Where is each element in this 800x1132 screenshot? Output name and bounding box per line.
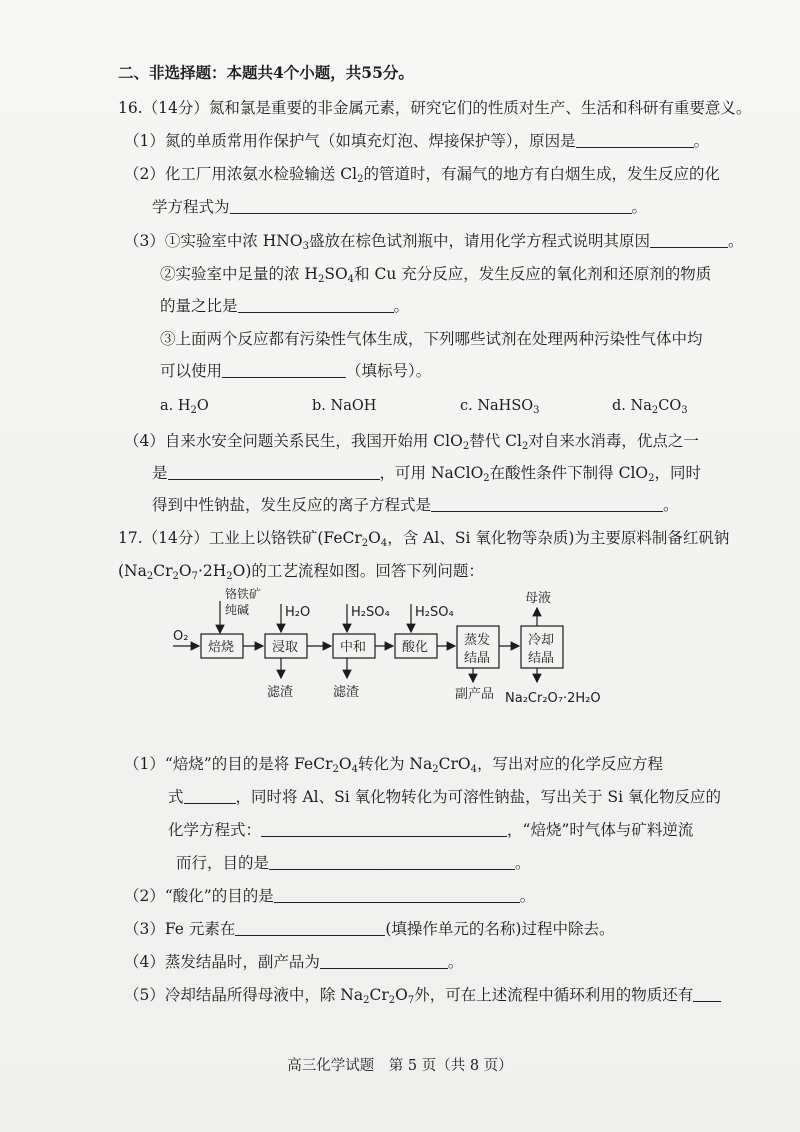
q17-part2: （2）“酸化”的目的是 。 (124, 887, 536, 905)
q17-part1: （1）“焙烧”的目的是将 $FeCr_2O_4$转化为 $Na_2CrO_4$，写出对应的化学反应方程 (124, 755, 663, 775)
q16-option-b: b. NaOH (312, 398, 377, 414)
q17-part3 (124, 918, 614, 940)
feed-label-1: 铬铁矿 (225, 587, 262, 601)
answer-blank[interactable] (576, 131, 694, 148)
q17-part1-text4: CrO (438, 755, 471, 773)
q16-part2-text-a: （2）化工厂用浓氨水检验输送 Cl (124, 165, 358, 183)
q16-part4-text6: 在酸性条件下制得 ClO (489, 464, 649, 482)
byproduct-label: 副产品 (455, 687, 495, 702)
box-roasting-label: 焙烧 (208, 640, 235, 655)
q17-part5-text4: 外，可在上述流程中循环利用的物质还有 (414, 986, 694, 1004)
q17-stem-text4: (Na (118, 562, 147, 580)
q17-part1-text2: O (338, 755, 352, 773)
q16-part3a-text: （3）①实验室中浓 HNO (124, 232, 303, 250)
option-a-text2: O (196, 398, 209, 414)
q17-stem-text1: 17.（14分）工业上以铬铁矿(FeCr (118, 529, 362, 547)
q16-part4-text2: 替代 Cl (469, 432, 522, 450)
page-footer: 高三化学试题 第 5 页（共 8 页） (287, 1058, 513, 1074)
q17-part2-text: （2）“酸化”的目的是 (124, 887, 274, 905)
box-evap-label-2: 结晶 (464, 651, 491, 666)
input-water-label: H₂O (285, 605, 311, 620)
answer-blank[interactable] (238, 296, 394, 313)
q16-part3b-text4: 的量之比是 (160, 297, 238, 315)
q17-part1-cont3: 而行，目的是 。 (176, 854, 531, 872)
o2-label: O₂ (173, 629, 189, 644)
q16-part3c-text2: （填标号）。 (346, 362, 432, 380)
q16-part3a-text2: 盛放在棕色试剂瓶中，请用化学方程式说明其原因 (308, 232, 650, 250)
q17-part1-text1: （1）“焙烧”的目的是将 FeCr (124, 755, 333, 773)
mother-liquor-label: 母液 (525, 591, 552, 606)
q16-part4-text4: 是 (152, 464, 168, 482)
answer-blank[interactable] (235, 919, 385, 936)
q16-option-d: d. $Na_2CO_3$ (612, 398, 688, 416)
q16-part3b-text2: SO (324, 265, 348, 283)
answer-blank[interactable] (431, 495, 663, 512)
q16-option-a: a. $H_2O$ (160, 398, 209, 416)
q16-part2-text-c: 学方程式为 (152, 198, 230, 216)
q17-part3-text2: (填操作单元的名称)过程中除去。 (385, 920, 615, 938)
q16-option-c: c. NaHSO$_3$ (460, 398, 540, 416)
q17-stem-text3: ，含 Al、Si 氧化物等杂质)为主要原料制备红矾钠 (387, 529, 730, 547)
answer-blank[interactable] (222, 361, 346, 378)
q17-stem: 17.（14分）工业上以铬铁矿($FeCr_2O_4$，含 Al、Si 氧化物等杂质)为主要原料制备红矾钠 (118, 529, 730, 549)
q17-part1-text8: 化学方程式： (168, 821, 262, 839)
option-d-text: d. Na (612, 398, 652, 414)
box-leaching-label: 浸取 (272, 640, 299, 655)
box-evap-label-1: 蒸发 (464, 633, 491, 648)
input-acid-label-2: H₂SO₄ (415, 605, 454, 620)
q16-part3c: ③上面两个反应都有污染性气体生成，下列哪些试剂在处理两种污染性气体中均 (160, 330, 703, 348)
option-c-text: c. NaHSO (460, 398, 534, 414)
q17-part1-cont (168, 786, 721, 808)
q17-part3-text1: （3）Fe 元素在 (124, 920, 236, 938)
answer-blank[interactable] (261, 820, 507, 837)
answer-blank[interactable] (184, 787, 236, 804)
answer-blank[interactable] (693, 985, 721, 1002)
q17-part5-text2: Cr (369, 986, 389, 1004)
q16-part2-text-b: 的管道时，有漏气的地方有白烟生成，发生反应的化 (363, 165, 720, 183)
output-residue-label-1: 滤渣 (267, 685, 294, 700)
box-cool-label-2: 结晶 (528, 651, 555, 666)
q16-part3b-text3: 和 Cu 充分反应，发生反应的氧化剂和还原剂的物质 (354, 265, 712, 283)
section-title: 二、非选择题：本题共4个小题，共55分。 (118, 63, 414, 82)
q16-part4-text8: 得到中性钠盐，发生反应的离子方程式是 (152, 496, 432, 514)
q16-part2: （2）化工厂用浓氨水检验输送 $Cl_2$的管道时，有漏气的地方有白烟生成，发生反应的化 (124, 165, 720, 185)
q17-part1-text6: 式 (168, 788, 184, 806)
option-a-text: a. H (160, 398, 191, 414)
q16-part3a: （3）①实验室中浓 $HNO_3$盛放在棕色试剂瓶中，请用化学方程式说明其原因 。 (124, 232, 744, 252)
answer-blank[interactable] (230, 197, 632, 214)
q17-part1-cont2 (168, 819, 693, 841)
q16-part3b-text1: ②实验室中足量的浓 H (160, 265, 318, 283)
q17-part4: （4）蒸发结晶时，副产品为 。 (124, 953, 464, 971)
q16-part4-cont2: 得到中性钠盐，发生反应的离子方程式是 。 (152, 496, 679, 514)
q16-part3b: ②实验室中足量的浓 $H_2SO_4$和 Cu 充分反应，发生反应的氧化剂和还原剂的物质 (160, 265, 712, 285)
q16-part4-cont: 是 ，可用 NaClO$_2$在酸性条件下制得 ClO$_2$，同时 (152, 464, 701, 484)
box-acidify-label: 酸化 (402, 640, 429, 655)
box-neutralize-label: 中和 (340, 640, 367, 655)
q17-part5-text1: （5）冷却结晶所得母液中，除 Na (124, 986, 364, 1004)
q17-stem-text2: O (368, 529, 381, 547)
q16-part2-cont: 学方程式为 。 (152, 198, 648, 216)
q17-part5: （5）冷却结晶所得母液中，除 $Na_2Cr_2O_7$外，可在上述流程中循环利用的物质还有 (124, 984, 721, 1006)
feed-label-2: 纯碱 (225, 603, 250, 617)
answer-blank[interactable] (650, 231, 728, 248)
q16-part3c-text: 可以使用 (160, 362, 223, 380)
q16-part4-text3: 对自来水消毒，优点之一 (528, 432, 699, 450)
q17-stem-cont: $(Na_2Cr_2O_7\cdot 2H_2O)$的工艺流程如图。回答下列问题： (118, 562, 484, 582)
q16-part1-text: （1）氮的单质常用作保护气（如填充灯泡、焊接保护等），原因是 (124, 132, 576, 150)
q17-stem-text8: O)的工艺流程如图。回答下列问题： (232, 562, 484, 580)
q16-part4: （4）自来水安全问题关系民生，我国开始用 ClO$_2$替代 $Cl_2$对自来水消毒，优点之一 (124, 432, 699, 452)
q17-part1-text9: ，“焙烧”时气体与矿料逆流 (507, 821, 694, 839)
q16-part3b-cont: 的量之比是 。 (160, 297, 410, 315)
q16-stem: 16.（14分）氮和氯是重要的非金属元素，研究它们的性质对生产、生活和科研有重要意义。 (118, 99, 752, 117)
box-cool-label-1: 冷却 (528, 633, 555, 648)
output-residue-label-2: 滤渣 (333, 685, 360, 700)
q17-part1-text7: ，同时将 Al、Si 氧化物转化为可溶性钠盐，写出关于 Si 氧化物反应的 (235, 788, 722, 806)
q16-part1: （1）氮的单质常用作保护气（如填充灯泡、焊接保护等），原因是 。 (124, 132, 710, 150)
answer-blank[interactable] (168, 463, 380, 480)
q17-part1-text3: 转化为 Na (357, 755, 433, 773)
q17-stem-text5: Cr (153, 562, 173, 580)
product-label: Na₂Cr₂O₇·2H₂O (505, 691, 601, 706)
q17-part5-text3: O (395, 986, 408, 1004)
answer-blank[interactable] (269, 853, 515, 870)
input-acid-label-1: H₂SO₄ (351, 605, 390, 620)
q17-part4-text: （4）蒸发结晶时，副产品为 (124, 953, 320, 971)
q16-part4-text5: ，可用 NaClO (379, 464, 484, 482)
answer-blank[interactable] (274, 886, 520, 903)
q17-stem-text7: ·2H (197, 562, 227, 580)
q16-part3c-cont (160, 360, 431, 382)
option-d-text2: CO (658, 398, 682, 414)
answer-blank[interactable] (320, 952, 448, 969)
q16-part4-text7: ，同时 (654, 464, 701, 482)
q16-part4-text1: （4）自来水安全问题关系民生，我国开始用 ClO (124, 432, 463, 450)
q17-part1-text5: ，写出对应的化学反应方程 (476, 755, 663, 773)
q17-stem-text6: O (178, 562, 192, 580)
q17-part1-text10: 而行，目的是 (176, 854, 270, 872)
process-flow-diagram (165, 586, 635, 716)
